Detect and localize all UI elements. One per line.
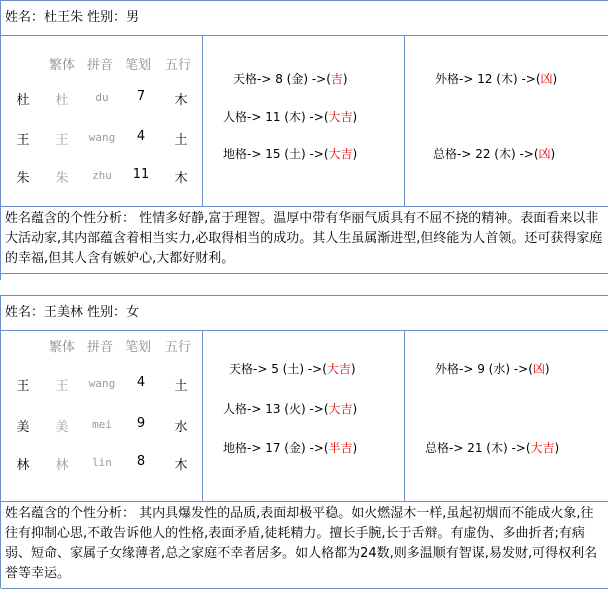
zong-ge <box>433 145 555 162</box>
tian-ge-result: 吉 <box>330 72 343 86</box>
di-ge-result: 大吉 <box>328 147 353 161</box>
char-table <box>1 330 203 501</box>
di-ge-text: 地格-> 15 (土) ->( <box>223 147 329 161</box>
char-simplified: 美 <box>16 420 30 435</box>
wai-ge <box>435 360 550 377</box>
wai-ge-text: 外格-> 12 (木) ->( <box>435 72 541 86</box>
wai-ge-close: ) <box>544 362 550 376</box>
zong-ge <box>425 439 559 456</box>
char-pinyin: du <box>95 91 109 104</box>
header-element: 五行 <box>164 340 191 355</box>
char-pinyin: mei <box>92 418 112 431</box>
record-title: 姓名：王美林 性别：女 <box>1 295 608 331</box>
char-element: 木 <box>174 93 188 108</box>
header-strokes: 笔划 <box>124 340 151 355</box>
char-simplified: 王 <box>16 133 30 148</box>
personality-analysis: 姓名蕴含的个性分析： 其内具爆发性的品质,表面却极平稳。如火燃湿木一样,虽起初烟而不能成火象,往往有抑制心思,不敢告诉他人的性格,表面矛盾,徒耗精力。擅长手腕,长于舌辩。有虚伪、多曲折者;有病弱、短命、家属子女缘薄者,总之家庭不幸者居多。如人格都为24数,则多温顺有智谋,易发财,可得权利名誉等幸运。 <box>1 502 608 589</box>
ren-ge-text: 人格-> 13 (火) ->( <box>223 402 329 416</box>
di-ge-close: ) <box>352 441 358 455</box>
di-ge-result: 半吉 <box>328 441 353 455</box>
tian-ge-result: 大吉 <box>326 362 351 376</box>
ren-ge-result: 大吉 <box>328 110 353 124</box>
char-strokes: 7 <box>136 89 146 104</box>
char-traditional: 美 <box>55 420 69 435</box>
ren-ge <box>223 108 357 125</box>
wai-ge-result: 凶 <box>532 362 545 376</box>
di-ge-close: ) <box>352 147 358 161</box>
personality-analysis: 姓名蕴含的个性分析： 性情多好静,富于理智。温厚中带有华丽气质具有不屈不挠的精神。表面看来以非大活动家,其内部蕴含着相当实力,必取得相当的成功。其人生虽属渐进型,但终能为人首领。还可获得家庭的幸福,但其人含有嫉妒心,大都好财利。 <box>1 207 608 274</box>
char-simplified: 杜 <box>16 93 30 108</box>
zong-ge-text: 总格-> 22 (木) ->( <box>433 147 539 161</box>
zong-ge-close: ) <box>550 147 556 161</box>
wai-ge-close: ) <box>552 72 558 86</box>
ren-ge-text: 人格-> 11 (木) ->( <box>223 110 329 124</box>
char-strokes: 9 <box>136 416 146 431</box>
sancai-grid <box>203 330 405 501</box>
tian-ge <box>233 70 348 87</box>
char-simplified: 林 <box>16 458 30 473</box>
ren-ge <box>223 400 357 417</box>
char-pinyin: wang <box>88 131 116 144</box>
di-ge-text: 地格-> 17 (金) ->( <box>223 441 329 455</box>
char-traditional: 朱 <box>55 171 69 186</box>
char-element: 木 <box>174 458 188 473</box>
analysis-grid <box>1 35 608 207</box>
char-traditional: 王 <box>55 133 69 148</box>
char-element: 土 <box>174 379 188 394</box>
char-strokes: 4 <box>136 129 146 144</box>
char-table <box>1 35 203 206</box>
char-element: 土 <box>174 133 188 148</box>
wai-zong-grid <box>405 330 607 501</box>
wai-zong-grid <box>405 35 607 206</box>
header-traditional: 繁体 <box>48 58 75 73</box>
tian-ge-text: 天格-> 5 (土) ->( <box>229 362 327 376</box>
char-traditional: 王 <box>55 379 69 394</box>
header-element: 五行 <box>164 58 191 73</box>
char-traditional: 林 <box>55 458 69 473</box>
header-pinyin: 拼音 <box>86 340 113 355</box>
tian-ge-text: 天格-> 8 (金) ->( <box>233 72 331 86</box>
header-traditional: 繁体 <box>48 340 75 355</box>
char-pinyin: lin <box>92 456 112 469</box>
name-record-1 <box>0 0 608 280</box>
char-pinyin: zhu <box>92 169 112 182</box>
char-element: 水 <box>174 420 188 435</box>
sancai-grid <box>203 35 405 206</box>
char-strokes: 11 <box>132 167 150 182</box>
char-simplified: 朱 <box>16 171 30 186</box>
tian-ge-close: ) <box>350 362 356 376</box>
ren-ge-close: ) <box>352 110 358 124</box>
tian-ge-close: ) <box>342 72 348 86</box>
zong-ge-close: ) <box>554 441 560 455</box>
analysis-grid <box>1 330 608 502</box>
char-strokes: 8 <box>136 454 146 469</box>
char-element: 木 <box>174 171 188 186</box>
wai-ge-result: 凶 <box>540 72 553 86</box>
record-title: 姓名：杜王朱 性别：男 <box>1 0 608 36</box>
name-record-2 <box>0 295 608 588</box>
zong-ge-result: 凶 <box>538 147 551 161</box>
header-strokes: 笔划 <box>124 58 151 73</box>
char-traditional: 杜 <box>55 93 69 108</box>
char-pinyin: wang <box>88 377 116 390</box>
di-ge <box>223 145 357 162</box>
wai-ge <box>435 70 557 87</box>
header-pinyin: 拼音 <box>86 58 113 73</box>
ren-ge-close: ) <box>352 402 358 416</box>
zong-ge-result: 大吉 <box>530 441 555 455</box>
ren-ge-result: 大吉 <box>328 402 353 416</box>
char-simplified: 王 <box>16 379 30 394</box>
tian-ge <box>229 360 356 377</box>
zong-ge-text: 总格-> 21 (木) ->( <box>425 441 531 455</box>
di-ge <box>223 439 357 456</box>
char-strokes: 4 <box>136 375 146 390</box>
wai-ge-text: 外格-> 9 (水) ->( <box>435 362 533 376</box>
